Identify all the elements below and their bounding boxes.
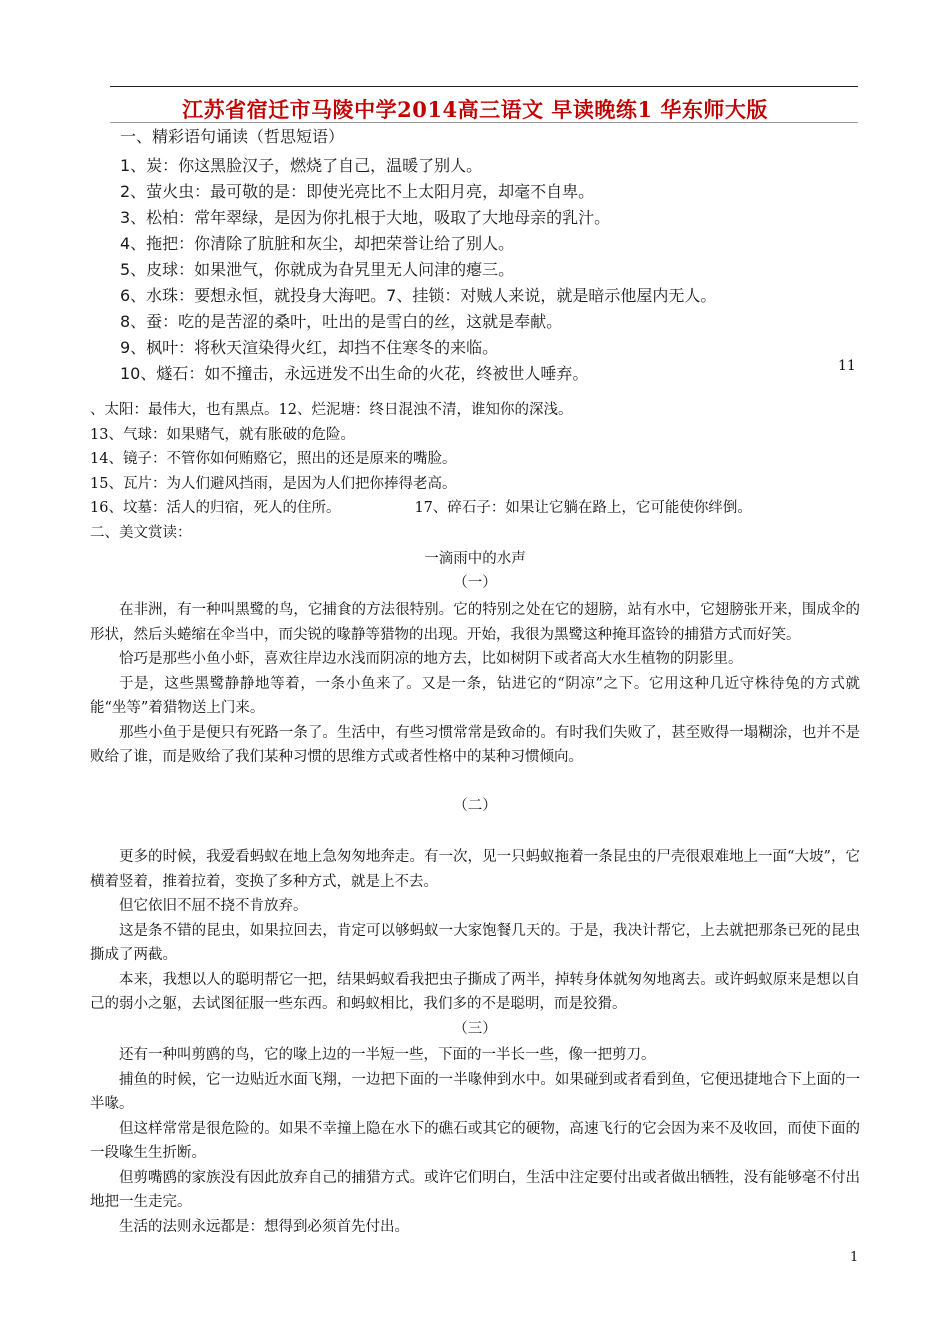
paragraph: 但它依旧不屈不挠不肯放弃。	[119, 898, 308, 914]
phrase-line: 4、拖把：你清除了肮脏和灰尘，却把荣誉让给了别人。	[120, 234, 515, 253]
part2-body	[90, 845, 860, 1017]
section2-heading: 二、美文赏读：	[90, 524, 192, 541]
paragraph: 那些小鱼于是便只有死路一条了。生活中，有些习惯常常是致命的。有时我们失败了，甚至败得一塌糊涂，也并不是败给了谁，而是败给了我们某种习惯的思维方式或者性格中的某种习惯倾向。	[90, 724, 860, 765]
phrase-line-16-17	[90, 496, 860, 521]
paragraph: 生活的法则永远都是：想得到必须首先付出。	[119, 1218, 409, 1235]
paragraph: 捕鱼的时候，它一边贴近水面飞翔，一边把下面的一半喙伸到水中。如果碰到或者看到鱼，它便迅捷地合下上面的一半喙。	[90, 1071, 860, 1112]
paragraph: 本来，我想以人的聪明帮它一把，结果蚂蚁看我把虫子撕成了两半，掉转身体就匆匆地离去。或许蚂蚁原来是想以自己的弱小之躯，去试图征服一些东西。和蚂蚁相比，我们多的不是聪明，而是狡猾。	[90, 971, 860, 1012]
phrase-line: 1、炭：你这黑脸汉子，燃烧了自己，温暖了别人。	[120, 156, 483, 175]
phrase-line: 10、燧石：如不撞击，永远迸发不出生命的火花，终被世人唾弃。	[120, 364, 589, 383]
part3-body	[90, 1043, 860, 1239]
typed-phrases	[90, 398, 860, 545]
phrase-line: 5、皮球：如果泄气，你就成为旮旯里无人问津的瘪三。	[120, 260, 515, 279]
paragraph: 这是条不错的昆虫，如果拉回去，肯定可以够蚂蚁一大家饱餐几天的。于是，我决计帮它，上去就把那条已死的昆虫撕成了两截。	[90, 922, 860, 963]
part3-label: （三）	[453, 1021, 497, 1037]
page-number: 1	[850, 1250, 859, 1265]
phrase-line: 13、气球：如果赌气，就有胀破的危险。	[90, 426, 355, 443]
paragraph: 但这样常常是很危险的。如果不幸撞上隐在水下的礁石或其它的硬物，高速飞行的它会因为来不及收回，而使下面的一段喙生生折断。	[90, 1120, 860, 1161]
phrase-line: 15、瓦片：为人们避风挡雨，是因为人们把你捧得老高。	[90, 475, 457, 492]
phrase-line: 6、水珠：要想永恒，就投身大海吧。7、挂锁：对贼人来说，就是暗示他屋内无人。	[120, 286, 717, 305]
paragraph: 更多的时候，我爱看蚂蚁在地上急匆匆地奔走。有一次，见一只蚂蚁拖着一条昆虫的尸壳很艰难地上一面“大坡”，它横着竖着，推着拉着，变换了多种方式，就是上不去。	[90, 849, 860, 890]
phrase-16: 16、坟墓：活人的归宿，死人的住所。	[90, 500, 341, 516]
paragraph: 但剪嘴鸥的家族没有因此放弃自己的捕猎方式。或许它们明白，生活中注定要付出或者做出牺牲，没有能够毫不付出地把一生走完。	[90, 1169, 860, 1210]
paragraph: 恰巧是那些小鱼小虾，喜欢往岸边水浅而阴凉的地方去，比如树阴下或者高大水生植物的阴影里。	[119, 651, 743, 667]
scanned-phrases-image	[120, 124, 760, 387]
phrase-17: 17、碎石子：如果让它躺在路上，它可能使你绊倒。	[414, 500, 752, 516]
phrase-line: 14、镜子：不管你如何贿赂它，照出的还是原来的嘴脸。	[90, 451, 457, 467]
section1-heading: 一、精彩语句诵读（哲思短语）	[120, 127, 345, 146]
phrase-line: 8、蚕：吃的是苦涩的桑叶，吐出的是雪白的丝，这就是奉献。	[120, 312, 563, 331]
article-title: 一滴雨中的水声	[424, 551, 526, 567]
part1-body	[90, 598, 860, 770]
document-title: 江苏省宿迁市马陵中学2014高三语文 早读晚练1 华东师大版	[182, 97, 768, 122]
phrase-line: 3、松柏：常年翠绿，是因为你扎根于大地，吸取了大地母亲的乳汁。	[120, 208, 611, 227]
part2-label: （二）	[453, 798, 497, 814]
part1-label: （一）	[453, 575, 497, 591]
phrase-line: 2、萤火虫：最可敬的是：即使光亮比不上太阳月亮，却毫不自卑。	[120, 182, 595, 201]
paragraph: 在非洲，有一种叫黑鹭的鸟，它捕食的方法很特别。它的特别之处在它的翅膀，站有水中，它翅膀张开来，围成伞的形状，然后头蜷缩在伞当中，而尖锐的喙静等猎物的出现。开始，我很为黑鹭这种掩耳盗铃的捕猎方式而好笑。	[90, 602, 860, 643]
paragraph: 于是，这些黑鹭静静地等着，一条小鱼来了。又是一条，钻进它的“阴凉”之下。它用这种几近守株待兔的方式就能“坐等”着猎物送上门来。	[90, 675, 860, 716]
phrase-line: 、太阳：最伟大，也有黑点。12、烂泥塘：终日混浊不清，谁知你的深浅。	[90, 402, 573, 418]
phrase-line: 9、枫叶：将秋天渲染得火红，却挡不住寒冬的来临。	[120, 338, 499, 357]
header-rule-top	[110, 86, 858, 87]
paragraph: 还有一种叫剪鸥的鸟，它的喙上边的一半短一些，下面的一半长一些，像一把剪刀。	[119, 1047, 656, 1063]
header-rule-bottom	[110, 122, 858, 123]
item-number-11: 11	[838, 358, 856, 374]
